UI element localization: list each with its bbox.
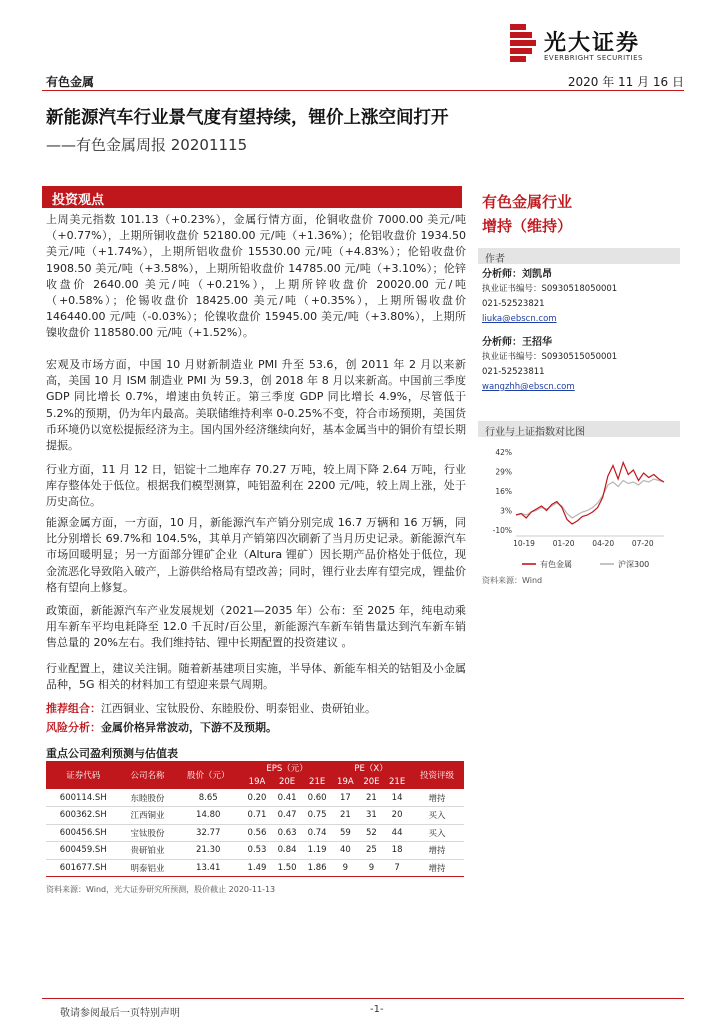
brand-logo	[508, 22, 678, 72]
brand-name: 光大证券	[544, 31, 641, 56]
table-row: 601677.SH 明泰铝业 13.41 1.49 1.50 1.86 9 9 7 增持	[46, 859, 464, 877]
col-price: 股价（元）	[174, 761, 241, 789]
table-row: 600362.SH 江西铜业 14.80 0.71 0.47 0.75 21 31 20 买入	[46, 807, 464, 825]
page-title: 新能源汽车行业景气度有望持续，锂价上涨空间打开	[46, 108, 449, 128]
col-eps-20e: 20E	[272, 775, 302, 789]
risk-text: 金属价格异常波动，下游不及预期。	[101, 721, 277, 734]
col-code: 证券代码	[46, 761, 121, 789]
footer-disclaimer: 敬请参阅最后一页特别声明	[60, 1008, 180, 1019]
section-label: 投资观点	[52, 193, 105, 208]
analyst-cert: 执业证书编号：S0930515050001	[482, 352, 618, 362]
series-line-0	[516, 463, 664, 525]
col-pe-21e: 21E	[384, 775, 410, 789]
analyst-cert: 执业证书编号：S0930518050001	[482, 284, 618, 294]
paragraph-metals: 上周美元指数 101.13（+0.23%），金属行情方面，伦铜收盘价 7000.00 美元/吨（+0.77%），上期所铜收盘价 52180.00 元/吨（+1.36%）；伦铝收盘价 1934.50 美元/吨（+1.74%），上期所铝收盘价 15530.00 元/吨（+4.83%）；伦铅收盘价 1908.50 美元/吨（+3.58%），上期所铅收盘价 14785.00 元/吨（+3.10%）；伦锌收盘价 2640.00 美元/吨（+0.21%），上期所锌收盘价 20020.00 元/吨（+0.58%）；伦锡收盘价 18425.00 美元/吨（+0.35%），上期所锡收盘价 146440.00 元/吨（-0.03%）；伦镍收盘价 15945.00 美元/吨（+3.80%），上期所镍收盘价 118580.00 元/吨（+1.52%）。	[46, 213, 466, 340]
col-name: 公司名称	[121, 761, 175, 789]
page-subtitle: ——有色金属周报 20201115	[46, 136, 248, 154]
table-title: 重点公司盈利预测与估值表	[46, 747, 178, 760]
col-pe-20e: 20E	[359, 775, 385, 789]
y-tick-label: -10%	[492, 526, 512, 535]
paragraph-energy-metals: 能源金属方面，一方面，10 月，新能源汽车产销分别完成 16.7 万辆和 16 万辆，同比分别增长 69.7%和 104.5%，其单月产销第四次刷新了当月历史记录。新能源汽车市场回暖明显；另一方面部分锂矿企业（Altura 锂矿）因长期产品价格处于低位，现金流恶化导致陷入破产，上游供给格局有望改善；同时，锂行业去库有望完成，锂盐价格有望向上修复。	[46, 516, 466, 594]
y-tick-label: 42%	[495, 448, 512, 457]
table-source: 资料来源：Wind，光大证券研究所预测，股价截止 2020-11-13	[46, 885, 276, 894]
col-pe-19a: 19A	[332, 775, 358, 789]
paragraph-policy: 政策面，新能源汽车产业发展规划（2021—2035 年）公布：至 2025 年，纯电动乘用车新车平均电耗降至 12.0 千瓦时/百公里，新能源汽车新车销售量达到汽车新车销售总量的 20%左右。我们维持钴、锂中长期配置的投资建议 。	[46, 604, 466, 650]
x-tick-label: 01-20	[552, 539, 575, 548]
x-tick-label: 07-20	[631, 539, 654, 548]
analyst-name: 分析师：王招华	[482, 337, 552, 348]
chart-source: 资料来源：Wind	[482, 576, 543, 585]
analyst-card	[482, 335, 617, 395]
paragraph-recommendation	[46, 701, 466, 717]
author-label: 作者	[485, 254, 505, 265]
page-number: -1-	[370, 1004, 384, 1015]
legend-label: 有色金属	[540, 560, 572, 569]
legend-label: 沪深300	[618, 560, 650, 569]
y-tick-label: 3%	[500, 506, 512, 516]
col-eps: EPS（元）	[242, 761, 332, 775]
col-eps-19a: 19A	[242, 775, 272, 789]
table-row: 600114.SH 东睦股份 8.65 0.20 0.41 0.60 17 21 14 增持	[46, 789, 464, 807]
performance-chart	[478, 440, 688, 575]
analyst-phone: 021-52523821	[482, 299, 545, 309]
paragraph-risk	[46, 720, 466, 736]
table-row: 600459.SH 贵研铂业 21.30 0.53 0.84 1.19 40 25 18 增持	[46, 842, 464, 860]
section-header	[42, 186, 462, 208]
y-tick-label: 16%	[495, 487, 512, 496]
header-sector: 有色金属	[46, 75, 95, 89]
report-date: 2020 年 11 月 16 日	[567, 75, 684, 89]
analyst-card	[482, 267, 617, 327]
col-pe: PE（X）	[332, 761, 410, 775]
chart-label: 行业与上证指数对比图	[485, 427, 585, 438]
col-eps-21e: 21E	[302, 775, 332, 789]
header-divider	[42, 90, 684, 91]
author-section-bar	[478, 248, 680, 264]
analyst-email-link[interactable]: liuka@ebscn.com	[482, 314, 557, 324]
recommendation-label: 推荐组合：	[46, 702, 101, 715]
brand-sub: EVERBRIGHT SECURITIES	[544, 54, 643, 62]
footer-divider	[42, 998, 684, 999]
recommendation-text: 江西铜业、宝钛股份、东睦股份、明泰铝业、贵研铂业。	[101, 702, 376, 715]
risk-label: 风险分析：	[46, 721, 101, 734]
y-tick-label: 29%	[495, 467, 512, 477]
col-rating: 投资评级	[410, 761, 464, 789]
valuation-table	[46, 761, 464, 877]
chart-section-bar	[478, 421, 680, 437]
paragraph-allocation: 行业配置上，建议关注铜。随着新基建项目实施，半导体、新能车相关的钴钼及小金属品种，5G 相关的材料加工有望迎来景气周期。	[46, 662, 466, 692]
paragraph-macro: 宏观及市场方面，中国 10 月财新制造业 PMI 升至 53.6，创 2011 年 2 月以来新高，美国 10 月 ISM 制造业 PMI 为 59.3，创 2018 年 8 月以来新高。中国前三季度 GDP 同比增长 0.7%，增速由负转正。第三季度 GDP 同比增长 4.9%，尽管低于 5.2%的预期，仍为年内最高。美联储维持利率 0-0.25%不变，符合市场预期，美国货币环境仍以宽松提振经济为主。国内国外经济继续向好，基本金属当中的铜价有望长期提振。	[46, 358, 466, 453]
sidebar-industry: 有色金属行业	[482, 193, 573, 211]
series-line-1	[516, 479, 664, 518]
x-tick-label: 04-20	[592, 539, 615, 548]
table-row: 600456.SH 宝钛股份 32.77 0.56 0.63 0.74 59 52 44 买入	[46, 824, 464, 842]
sidebar-rating: 增持（维持）	[482, 217, 573, 235]
paragraph-industry: 行业方面，11 月 12 日，铝锭十二地库存 70.27 万吨，较上周下降 2.64 万吨，行业库存整体处于低位。根据我们模型测算，吨铝盈利在 2200 元/吨，较上周上涨，处于历史高位。	[46, 463, 466, 509]
analyst-email-link[interactable]: wangzhh@ebscn.com	[482, 382, 575, 392]
brand-mark-icon	[508, 24, 536, 62]
analyst-phone: 021-52523811	[482, 367, 545, 377]
analyst-name: 分析师：刘凯昂	[482, 269, 552, 280]
x-tick-label: 10-19	[513, 539, 535, 548]
